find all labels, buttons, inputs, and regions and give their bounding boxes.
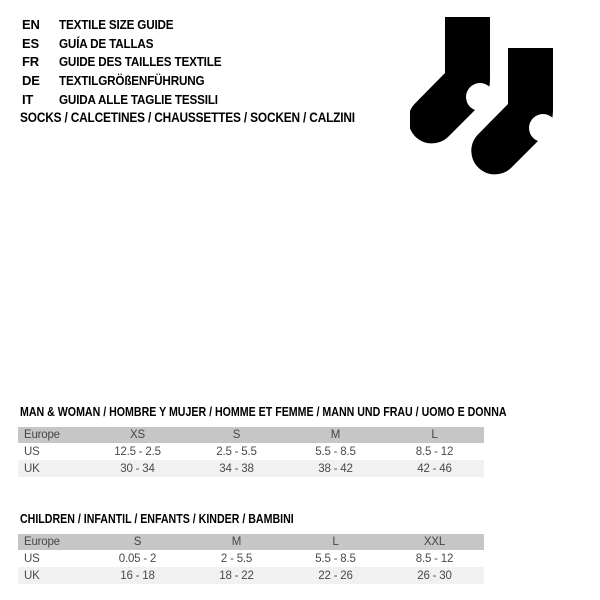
- size-table-children-grid: [18, 534, 484, 584]
- row-label: US: [24, 445, 40, 458]
- socks-icon-shape: [410, 17, 557, 174]
- column-header-size: S: [88, 534, 187, 550]
- category-line: [20, 110, 401, 125]
- table-title-adult-text: MAN & WOMAN / HOMBRE Y MUJER / HOMME ET FEMME / MANN UND FRAU / UOMO E DONNA: [20, 405, 507, 419]
- column-header-size: L: [286, 534, 385, 550]
- column-header-size: M: [187, 534, 286, 550]
- column-header-size: L: [385, 427, 484, 443]
- size-value: 2 - 5.5: [220, 552, 253, 565]
- size-value: 38 - 42: [286, 460, 385, 477]
- size-value: 12.5 - 2.5: [114, 445, 161, 458]
- table-header-row: [18, 427, 484, 443]
- column-header-size: S: [187, 427, 286, 443]
- row-label: UK: [18, 567, 88, 584]
- language-code: IT: [22, 92, 34, 108]
- language-row-fr: [22, 53, 239, 72]
- size-value: 5.5 - 8.5: [315, 552, 356, 565]
- language-row-en: [22, 15, 239, 34]
- language-label: GUÍA DE TALLAS: [59, 35, 154, 51]
- language-row-it: [22, 90, 239, 109]
- size-value: 30 - 34: [88, 460, 187, 477]
- size-value: 5.5 - 8.5: [315, 445, 356, 458]
- table-title-children-text: CHILDREN / INFANTIL / ENFANTS / KINDER / BAMBINI: [20, 512, 294, 526]
- language-label: TEXTILE SIZE GUIDE: [59, 16, 174, 32]
- language-label: TEXTILGRÖßENFÜHRUNG: [59, 73, 205, 89]
- language-code: ES: [22, 35, 39, 51]
- language-label: GUIDE DES TAILLES TEXTILE: [59, 54, 222, 70]
- size-value: 34 - 38: [187, 460, 286, 477]
- column-header-size: XXL: [385, 534, 484, 550]
- size-value: 8.5 - 12: [415, 552, 454, 565]
- socks-icon: [410, 17, 558, 175]
- category-line-text: SOCKS / CALCETINES / CHAUSSETTES / SOCKEN / CALZINI: [20, 110, 355, 125]
- column-header-size: XS: [88, 427, 187, 443]
- size-value: 0.05 - 2: [118, 552, 157, 565]
- row-label: UK: [18, 460, 88, 477]
- language-row-de: [22, 71, 239, 90]
- language-code: DE: [22, 73, 40, 89]
- size-value: 8.5 - 12: [415, 445, 454, 458]
- language-code: FR: [22, 54, 39, 70]
- size-table-adult: [18, 405, 507, 477]
- size-value: 26 - 30: [385, 567, 484, 584]
- language-code: EN: [22, 16, 40, 32]
- table-row-uk: [18, 567, 484, 584]
- column-header-region: Europe: [18, 427, 88, 443]
- size-value: 42 - 46: [385, 460, 484, 477]
- size-table-adult-grid: [18, 427, 484, 477]
- row-label: US: [24, 552, 40, 565]
- table-title-adult: [20, 405, 507, 419]
- size-value: 22 - 26: [286, 567, 385, 584]
- column-header-region: Europe: [18, 534, 88, 550]
- language-row-es: [22, 34, 239, 53]
- language-label: GUIDA ALLE TAGLIE TESSILI: [59, 92, 218, 108]
- table-header-row: [18, 534, 484, 550]
- size-table-children: [18, 512, 484, 584]
- table-row-uk: [18, 460, 484, 477]
- column-header-size: M: [286, 427, 385, 443]
- table-title-children: [20, 512, 484, 526]
- size-value: 16 - 18: [88, 567, 187, 584]
- language-list: [22, 15, 239, 109]
- table-row-us: [18, 443, 484, 460]
- size-value: 2.5 - 5.5: [216, 445, 257, 458]
- table-row-us: [18, 550, 484, 567]
- size-value: 18 - 22: [187, 567, 286, 584]
